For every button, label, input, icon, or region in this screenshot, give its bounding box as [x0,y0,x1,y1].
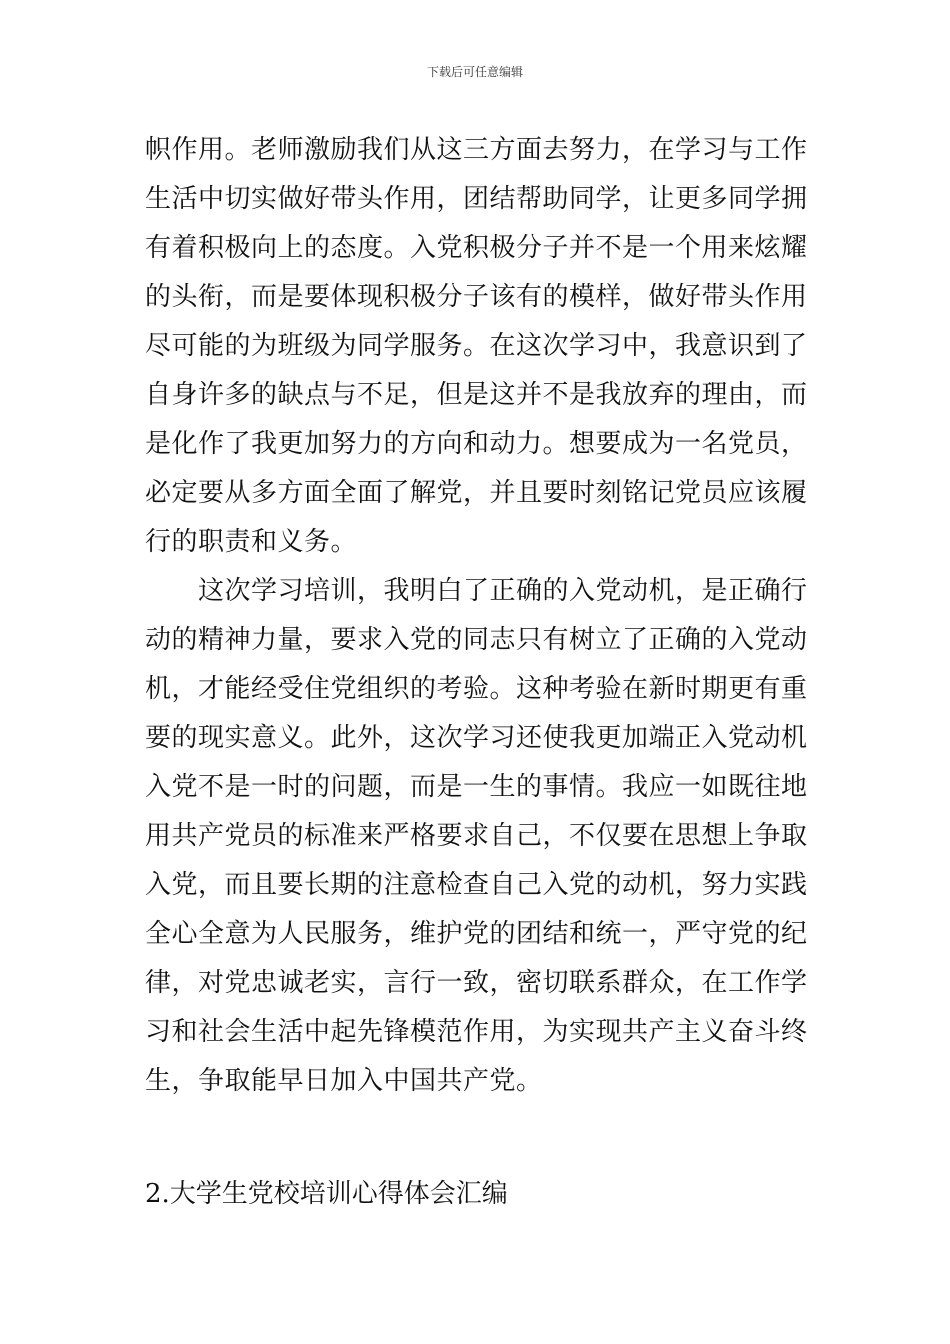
page-header-note: 下载后可任意编辑 [426,65,523,79]
text-line: 要的现实意义。此外，这次学习还使我更加端正入党动机 [145,723,808,753]
paragraph-1 [145,126,810,567]
text-line: 自身许多的缺点与不足，但是这并不是我放弃的理由，而 [145,380,808,410]
text-line: 用共产党员的标准来严格要求自己，不仅要在思想上争取 [145,821,808,851]
text-line: 生活中切实做好带头作用，团结帮助同学，让更多同学拥 [145,184,808,214]
body-text [145,126,810,1106]
text-line: 行的职责和义务。 [145,527,358,557]
text-line: 帜作用。老师激励我们从这三方面去努力，在学习与工作 [145,135,808,165]
text-line: 全心全意为人民服务，维护党的团结和统一，严守党的纪 [145,919,808,949]
text-line: 入党，而且要长期的注意检查自己入党的动机，努力实践 [145,870,808,900]
text-line: 必定要从多方面全面了解党，并且要时刻铭记党员应该履 [145,478,808,508]
text-line: 律，对党忠诚老实，言行一致，密切联系群众，在工作学 [145,968,808,998]
text-line: 的头衔，而是要体现积极分子该有的模样，做好带头作用 [145,282,808,312]
text-line: 生，争取能早日加入中国共产党。 [145,1066,543,1096]
text-line: 尽可能的为班级为同学服务。在这次学习中，我意识到了 [145,331,808,361]
text-line: 这次学习培训，我明白了正确的入党动机，是正确行 [145,576,808,606]
text-line: 是化作了我更加努力的方向和动力。想要成为一名党员， [145,429,808,459]
text-line: 习和社会生活中起先锋模范作用，为实现共产主义奋斗终 [145,1017,808,1047]
text-line: 机，才能经受住党组织的考验。这种考验在新时期更有重 [145,674,808,704]
text-line: 动的精神力量，要求入党的同志只有树立了正确的入党动 [145,625,808,655]
paragraph-2 [145,567,810,1106]
text-line: 入党不是一时的问题，而是一生的事情。我应一如既往地 [145,772,808,802]
section-heading: 2.大学生党校培训心得体会汇编 [145,1179,508,1209]
text-line: 有着积极向上的态度。入党积极分子并不是一个用来炫耀 [145,233,808,263]
